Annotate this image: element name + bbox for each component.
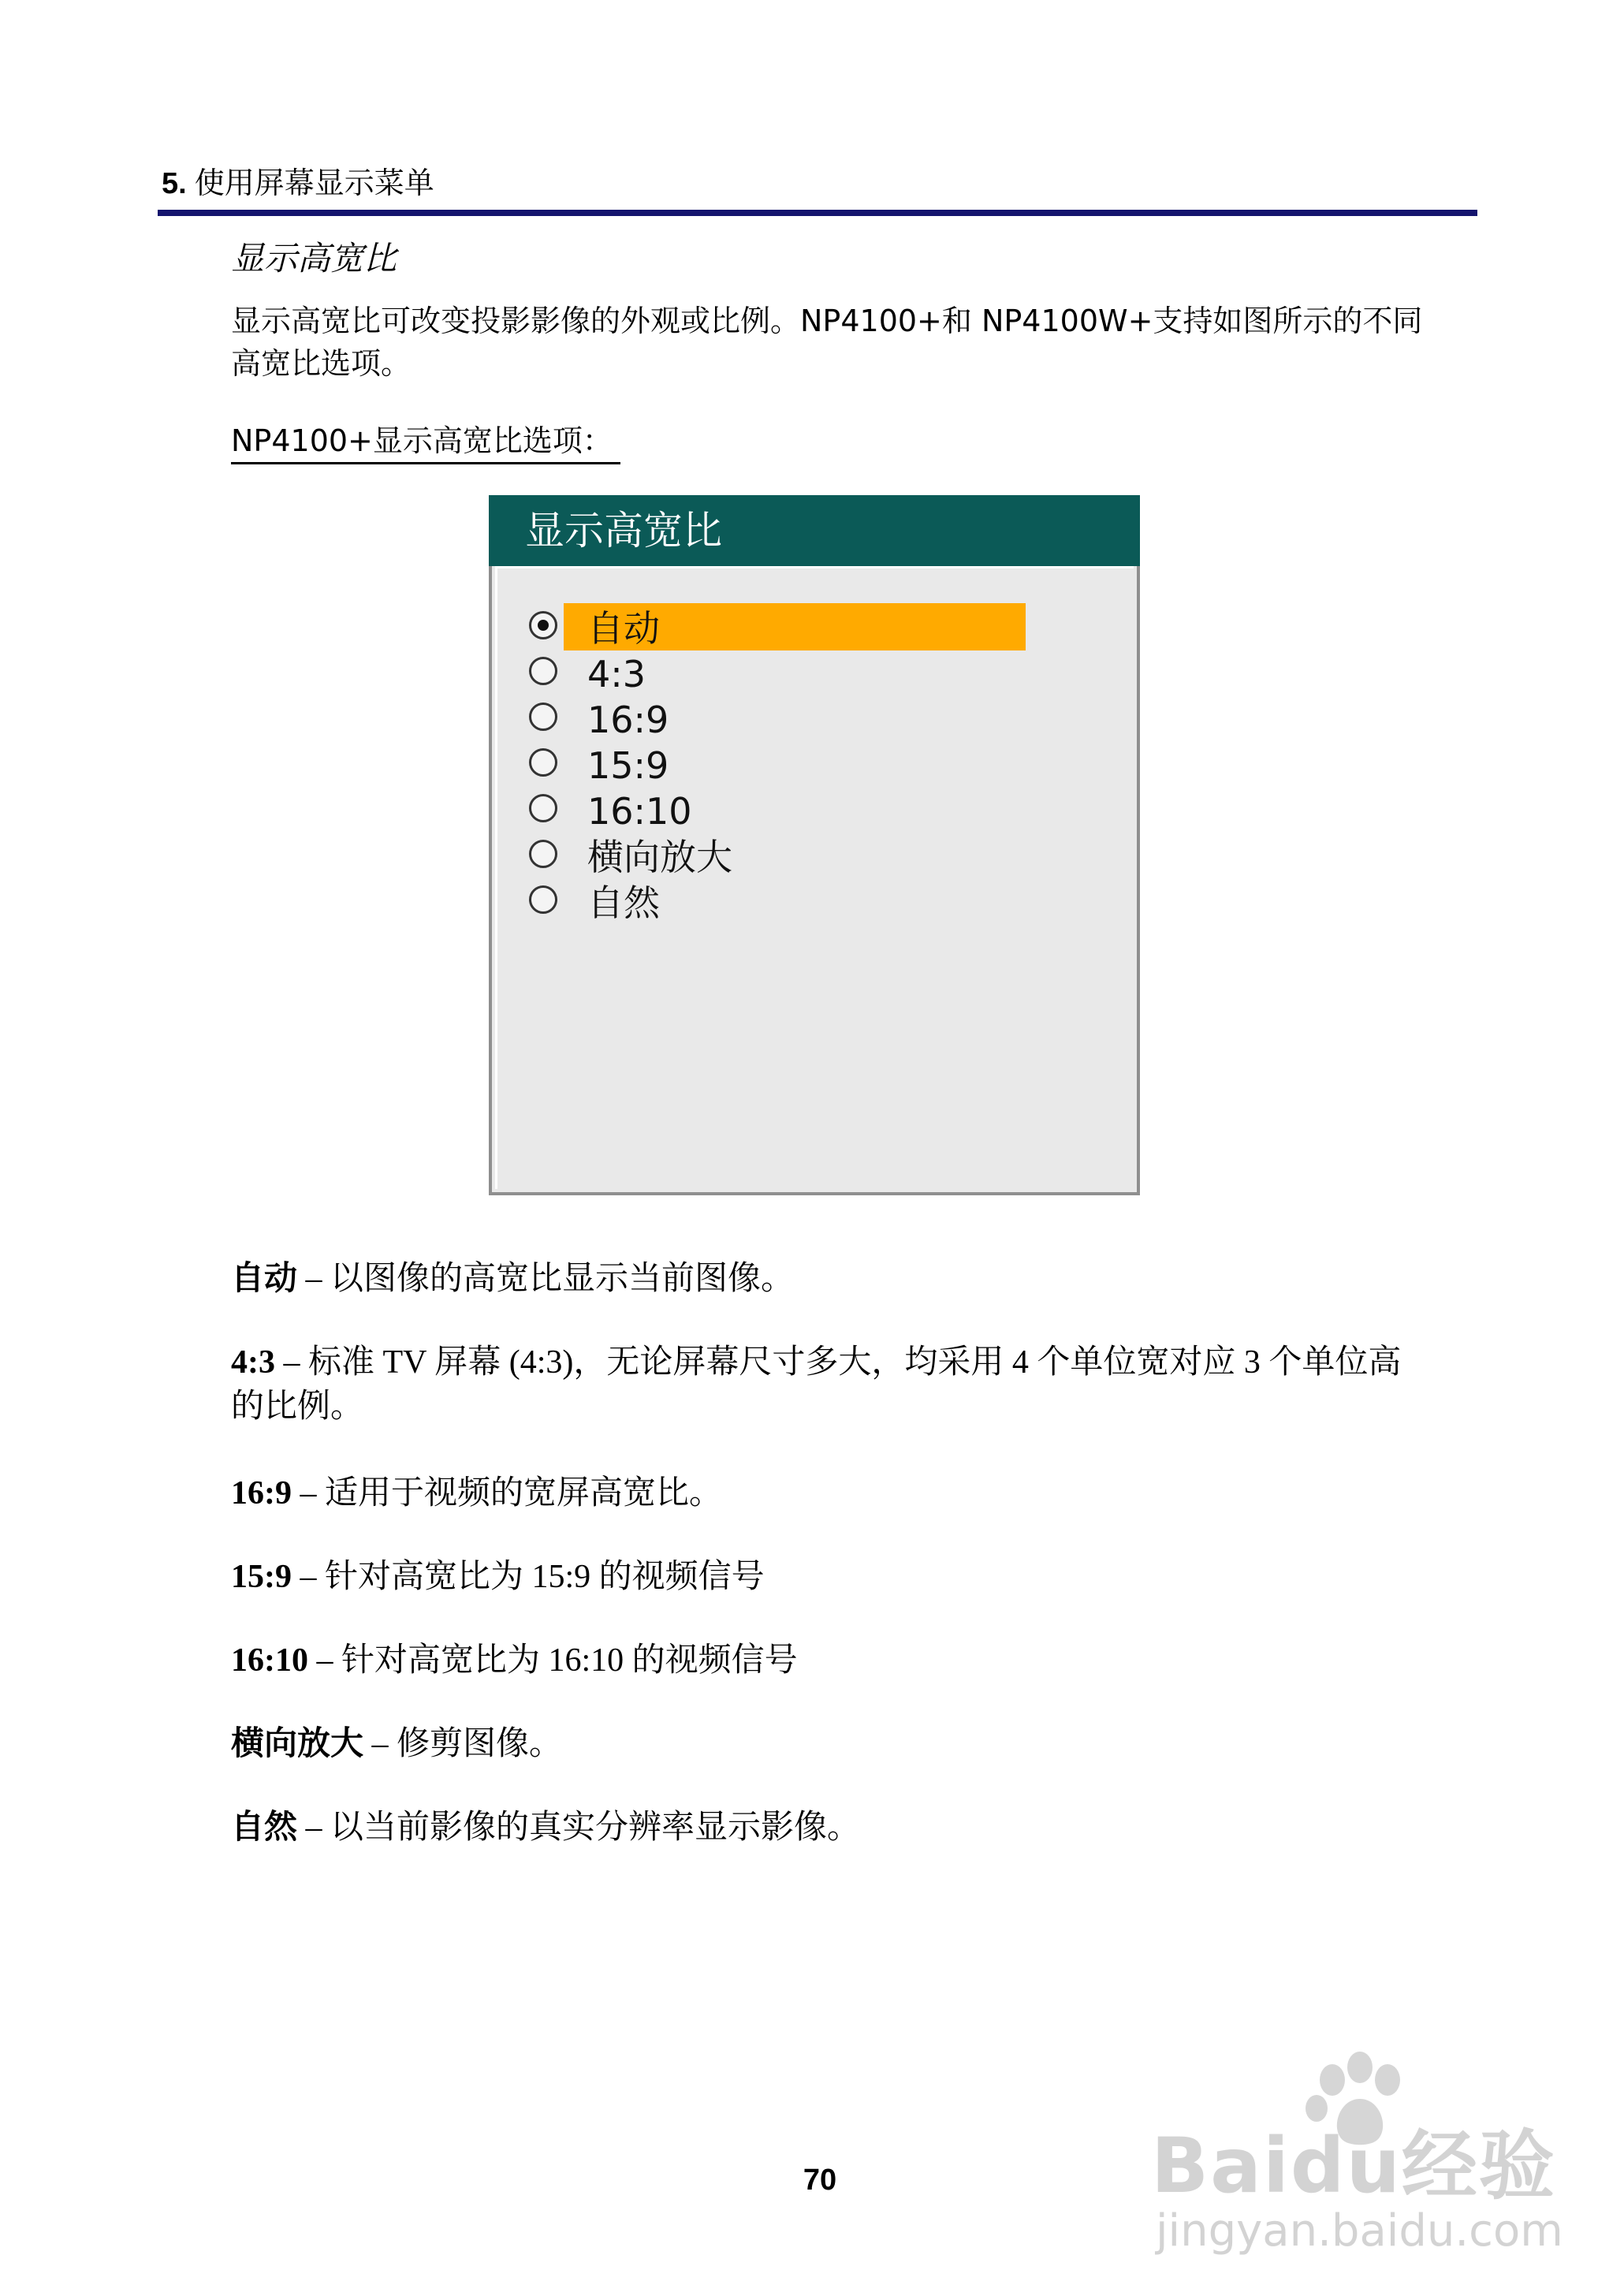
description-term: 横向放大 <box>231 1726 364 1762</box>
watermark-brand: Baidu经验 <box>1151 2122 1556 2210</box>
radio-icon[interactable] <box>529 657 557 685</box>
radio-selected-icon[interactable] <box>529 611 557 639</box>
option-label: 16:10 <box>587 790 692 833</box>
option-16-9[interactable] <box>529 696 1081 744</box>
description-horizontal-zoom <box>231 1722 1492 1766</box>
description-term: 自动 <box>231 1261 298 1297</box>
header-rule <box>158 210 1477 216</box>
watermark <box>1151 2050 1563 2257</box>
radio-icon[interactable] <box>529 885 557 914</box>
description-term: 4:3 <box>231 1344 275 1381</box>
radio-icon[interactable] <box>529 840 557 868</box>
description-text: – 针对高宽比为 15:9 的视频信号 <box>292 1559 765 1595</box>
description-term: 15:9 <box>231 1559 292 1595</box>
intro-line-2: 高宽比选项。 <box>231 346 412 381</box>
description-16-10 <box>231 1638 1492 1683</box>
description-text: – 以当前影像的真实分辨率显示影像。 <box>297 1810 861 1846</box>
description-term: 16:9 <box>231 1475 292 1511</box>
section-title: 使用屏幕显示菜单 <box>194 166 434 200</box>
radio-icon[interactable] <box>529 748 557 777</box>
option-label: 16:9 <box>587 699 669 741</box>
description-text: – 修剪图像。 <box>363 1726 563 1762</box>
aspect-ratio-menu <box>489 495 1140 1195</box>
options-subheading-text: NP4100+显示高宽比选项： <box>231 421 620 464</box>
radio-icon[interactable] <box>529 794 557 822</box>
option-15-9[interactable] <box>529 742 1081 789</box>
option-16-10[interactable] <box>529 788 1081 835</box>
section-number: 5. <box>162 167 187 200</box>
option-label: 4:3 <box>587 653 646 695</box>
option-4-3[interactable] <box>529 650 1081 698</box>
option-native[interactable] <box>529 879 1081 926</box>
description-auto <box>231 1257 1492 1301</box>
page-heading: 显示高宽比 <box>231 239 397 278</box>
watermark-url: jingyan.baidu.com <box>1156 2205 1563 2257</box>
description-text: – 针对高宽比为 16:10 的视频信号 <box>308 1642 798 1679</box>
page-number: 70 <box>803 2164 837 2197</box>
description-text: – 适用于视频的宽屏高宽比。 <box>292 1475 723 1511</box>
intro-line-1: 显示高宽比可改变投影影像的外观或比例。NP4100+和 NP4100W+支持如图所示的不同 <box>231 304 1423 338</box>
radio-icon[interactable] <box>529 703 557 731</box>
description-term: 16:10 <box>231 1642 308 1679</box>
description-text: – 以图像的高宽比显示当前图像。 <box>297 1261 795 1297</box>
option-label: 自动 <box>587 607 660 650</box>
description-continuation: 的比例。 <box>231 1388 364 1425</box>
menu-options-panel <box>495 566 1134 1189</box>
description-text: – 标准 TV 屏幕 (4:3)，无论屏幕尺寸多大，均采用 4 个单位宽对应 3 个单位高 <box>275 1344 1402 1381</box>
option-label: 自然 <box>587 882 660 924</box>
option-horizontal-zoom[interactable] <box>529 833 1081 881</box>
description-4-3 <box>231 1340 1492 1429</box>
description-16-9 <box>231 1471 1492 1515</box>
description-native <box>231 1806 1492 1850</box>
options-subheading <box>231 421 620 464</box>
intro-paragraph <box>231 300 1484 385</box>
option-auto[interactable] <box>529 605 1081 652</box>
option-label: 15:9 <box>587 744 669 787</box>
description-term: 自然 <box>231 1810 298 1846</box>
option-label: 横向放大 <box>587 836 732 878</box>
description-15-9 <box>231 1555 1492 1599</box>
menu-title: 显示高宽比 <box>489 495 1140 566</box>
section-header <box>162 162 434 204</box>
